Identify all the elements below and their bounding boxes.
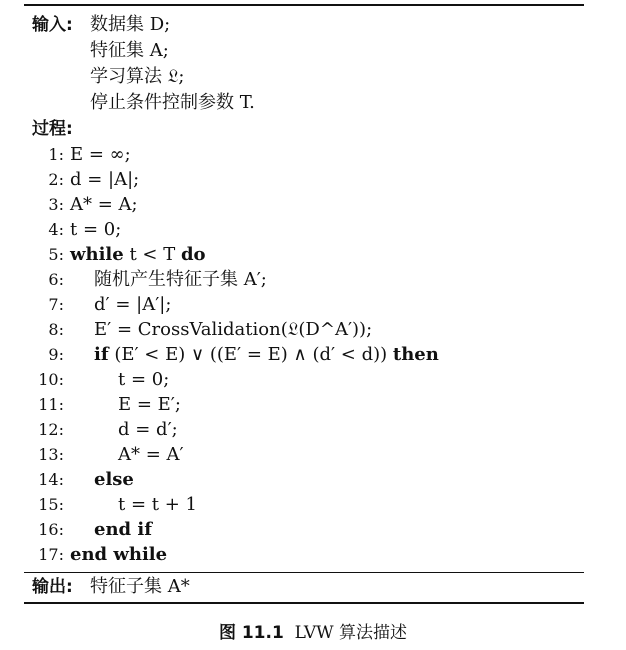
step-text: t = t + 1	[118, 494, 197, 515]
step-text: A* = A′	[118, 444, 184, 465]
input-item: 数据集 D;	[90, 14, 171, 35]
step-number: 9:	[48, 345, 64, 364]
output-label: 输出:	[32, 577, 73, 597]
condition: (E′ < E) ∨ ((E′ = E) ∧ (d′ < d))	[108, 344, 393, 365]
figure-title: LVW 算法描述	[294, 623, 408, 643]
step-number: 6:	[48, 270, 64, 289]
process-label: 过程:	[32, 119, 73, 139]
figure-number: 图 11.1	[218, 623, 284, 643]
step-text	[70, 544, 167, 566]
step-text	[94, 469, 134, 491]
step-text: A* = A;	[70, 194, 138, 215]
step-number: 8:	[48, 320, 64, 339]
keyword-if: if	[94, 344, 109, 365]
step-number: 17:	[38, 545, 64, 564]
keyword-end-if: end if	[94, 519, 152, 540]
step-text: t = 0;	[70, 219, 122, 240]
input-item: 停止条件控制参数 T.	[90, 92, 255, 113]
step-number: 7:	[48, 295, 64, 314]
step-number: 16:	[38, 520, 64, 539]
step-number: 12:	[38, 420, 64, 439]
figure-caption	[0, 622, 626, 644]
step-number: 1:	[48, 145, 64, 164]
step-number: 3:	[48, 195, 64, 214]
step-text: 随机产生特征子集 A′;	[94, 269, 267, 290]
step-number: 2:	[48, 170, 64, 189]
step-text	[70, 244, 206, 266]
step-text: d′ = |A′|;	[94, 294, 172, 315]
step-text: E = ∞;	[70, 144, 131, 165]
step-text: d = |A|;	[70, 169, 140, 190]
output-text: 特征子集 A*	[90, 576, 190, 597]
input-item: 特征集 A;	[90, 40, 169, 61]
keyword-end-while: end while	[70, 544, 168, 565]
step-text: E = E′;	[118, 394, 181, 415]
step-number: 15:	[38, 495, 64, 514]
input-item: 学习算法 𝔏;	[90, 66, 185, 87]
bottom-rule	[24, 602, 584, 604]
step-text: E′ = CrossValidation(𝔏(D^A′));	[94, 319, 373, 340]
condition: t < T	[123, 244, 181, 265]
keyword-then: then	[392, 344, 439, 365]
step-text	[94, 519, 152, 541]
input-label: 输入:	[32, 15, 73, 35]
keyword-while: while	[70, 244, 124, 265]
top-rule	[24, 4, 584, 6]
keyword-do: do	[180, 244, 206, 265]
keyword-else: else	[94, 469, 134, 490]
step-number: 5:	[48, 245, 64, 264]
step-text: t = 0;	[118, 369, 170, 390]
step-text	[94, 344, 439, 366]
step-text: d = d′;	[118, 419, 178, 440]
step-number: 10:	[38, 370, 64, 389]
algorithm-box	[24, 4, 584, 600]
middle-rule	[24, 572, 584, 573]
step-number: 11:	[38, 395, 64, 414]
step-number: 14:	[38, 470, 64, 489]
step-number: 4:	[48, 220, 64, 239]
step-number: 13:	[38, 445, 64, 464]
